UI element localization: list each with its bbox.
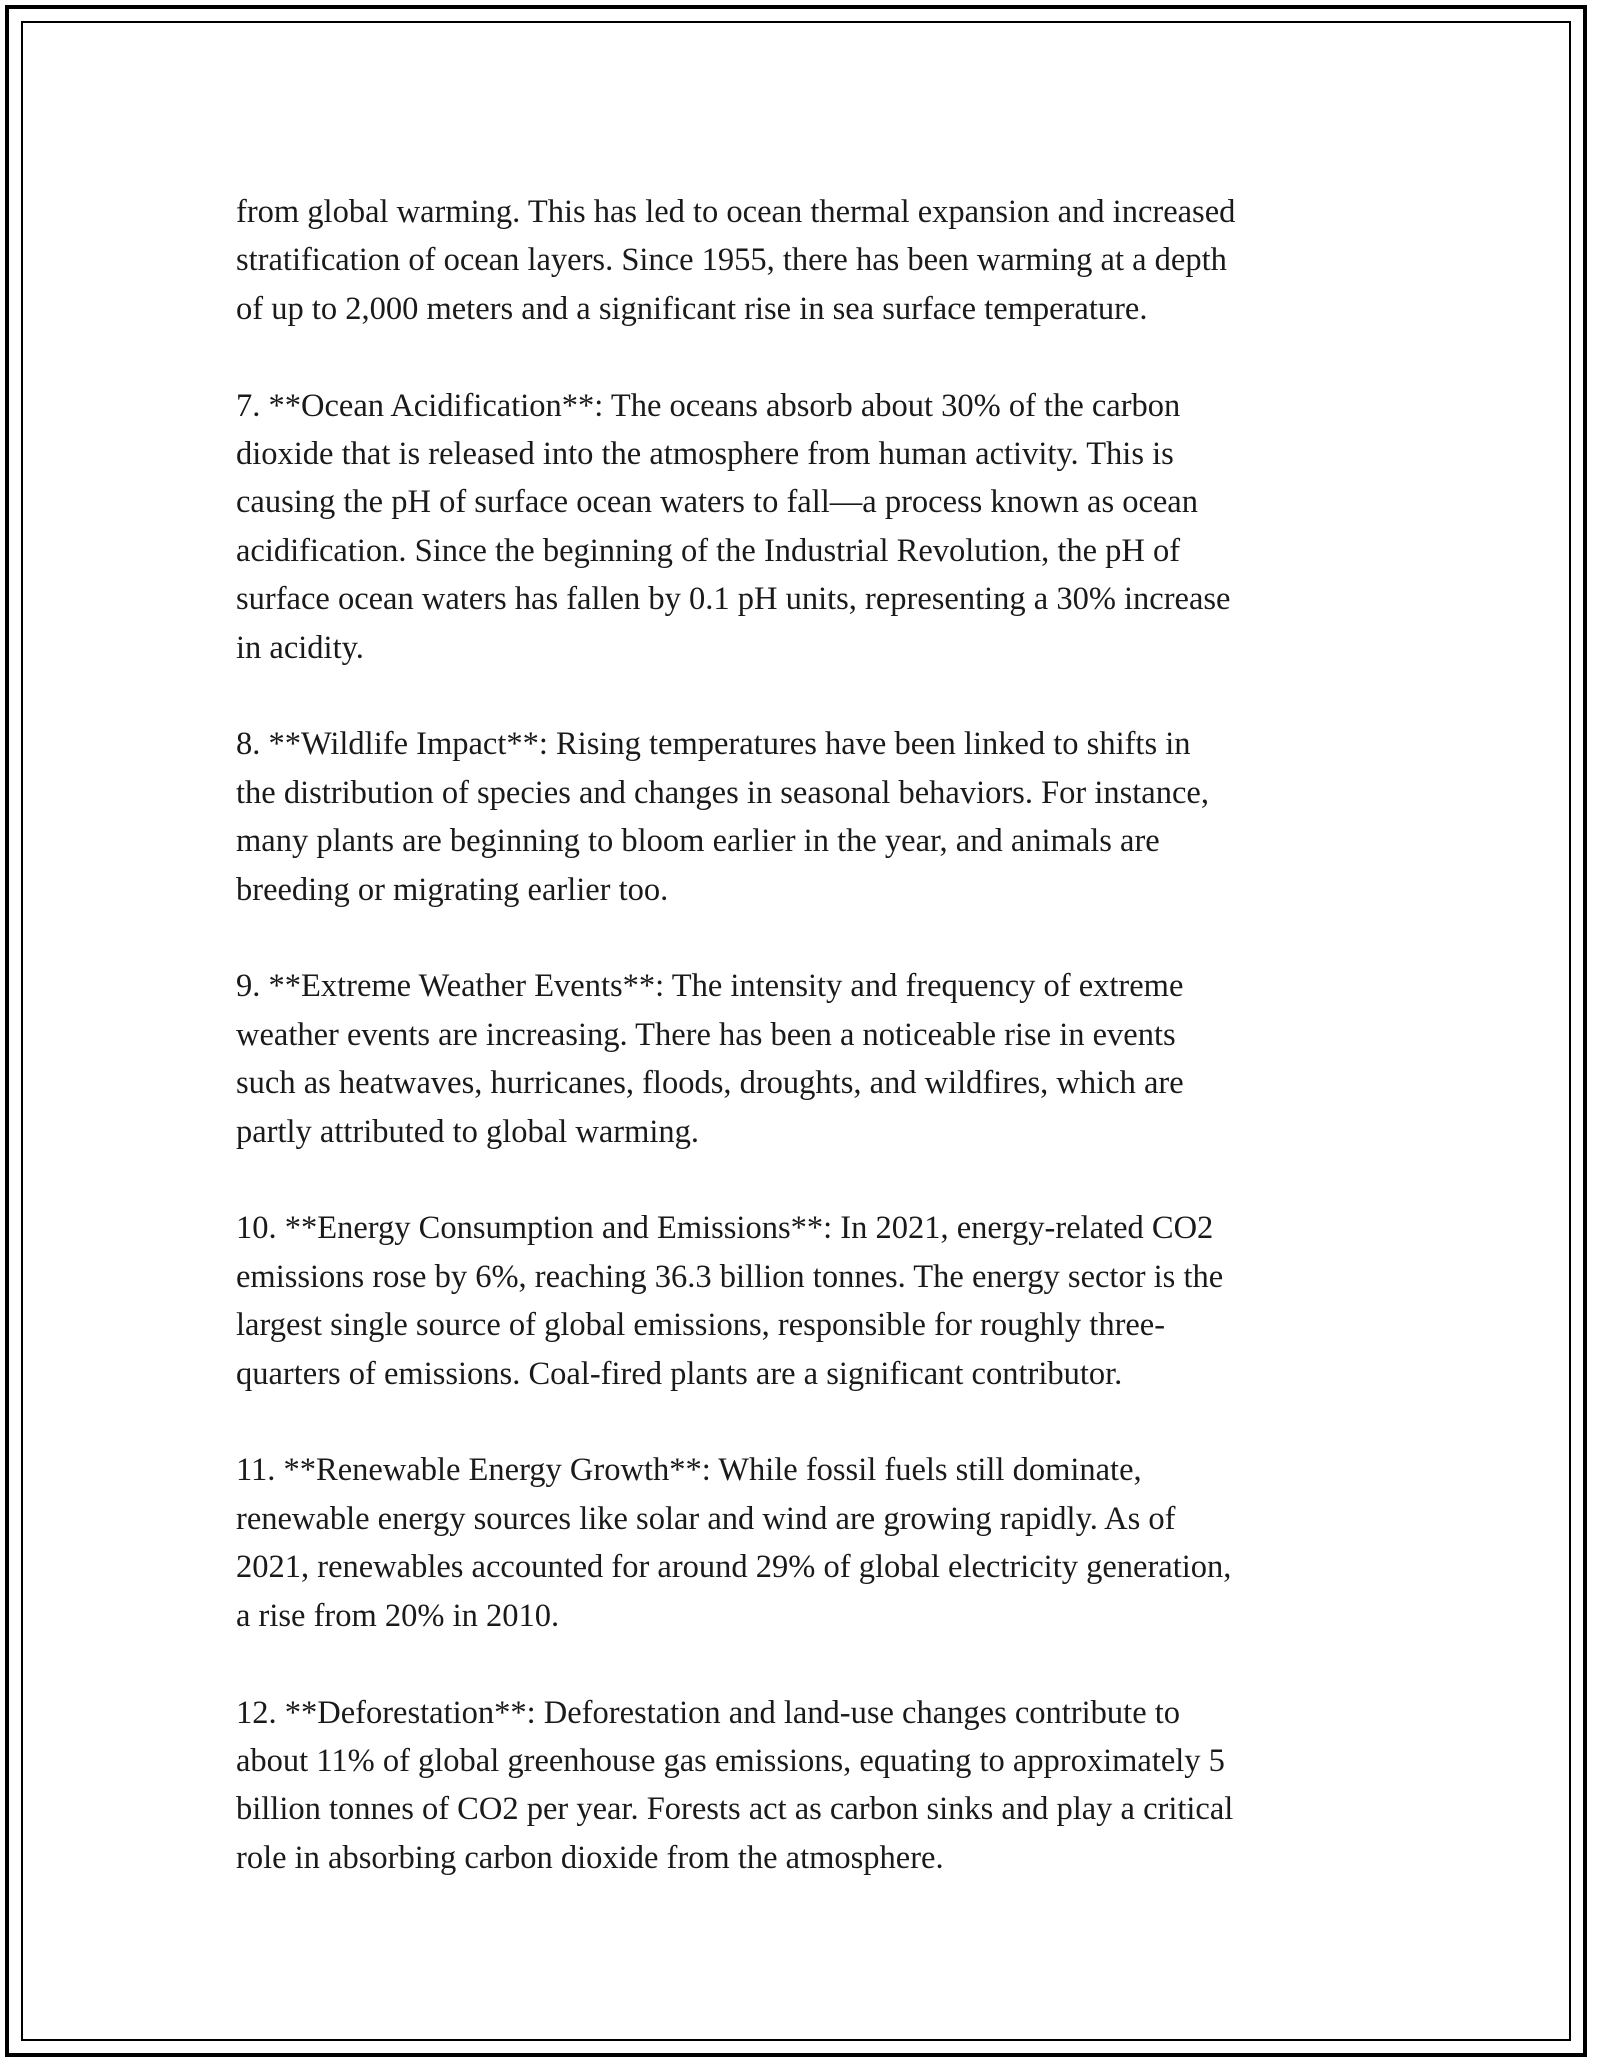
- paragraph-ocean-warming-continued: from global warming. This has led to ocean thermal expansion and increased stratification of ocean layers. Since 1955, there has been warming at a depth of up to 2,000 meters and a significant rise in sea surface temperature.: [236, 194, 1236, 327]
- paragraph-extreme-weather: 9. **Extreme Weather Events**: The intensity and frequency of extreme weather events are increasing. There has been a noticeable rise in events such as heatwaves, hurricanes, floods, droughts, and wildfires, which are partly attributed to global warming.: [236, 968, 1184, 1150]
- document-body: [236, 188, 1376, 1931]
- paragraph-energy-emissions: 10. **Energy Consumption and Emissions**: In 2021, energy-related CO2 emissions rose by 6%, reaching 36.3 billion tonnes. The energy sector is the largest single source of global emissions, responsible for roughly three- quarters of emissions. Coal-fired plants are a significant contributor.: [236, 1210, 1224, 1392]
- paragraph-ocean-acidification: 7. **Ocean Acidification**: The oceans absorb about 30% of the carbon dioxide that is released into the atmosphere from human activity. This is causing the pH of surface ocean waters to fall—a process known as ocean acidification. Since the beginning of the Industrial Revolution, the pH of surface ocean waters has fallen by 0.1 pH units, representing a 30% increase in acidity.: [236, 387, 1231, 666]
- paragraph-renewable-growth: 11. **Renewable Energy Growth**: While fossil fuels still dominate, renewable energy sources like solar and wind are growing rapidly. As of 2021, renewables accounted for around 29% of global electricity generation, a rise from 20% in 2010.: [236, 1452, 1232, 1634]
- paragraph-wildlife-impact: 8. **Wildlife Impact**: Rising temperatures have been linked to shifts in the distribution of species and changes in seasonal behaviors. For instance, many plants are beginning to bloom earlier in the year, and animals are breeding or migrating earlier too.: [236, 726, 1209, 908]
- paragraph-deforestation: 12. **Deforestation**: Deforestation and land-use changes contribute to about 11% of global greenhouse gas emissions, equating to approximately 5 billion tonnes of CO2 per year. Forests act as carbon sinks and play a critical role in absorbing carbon dioxide from the atmosphere.: [236, 1694, 1234, 1876]
